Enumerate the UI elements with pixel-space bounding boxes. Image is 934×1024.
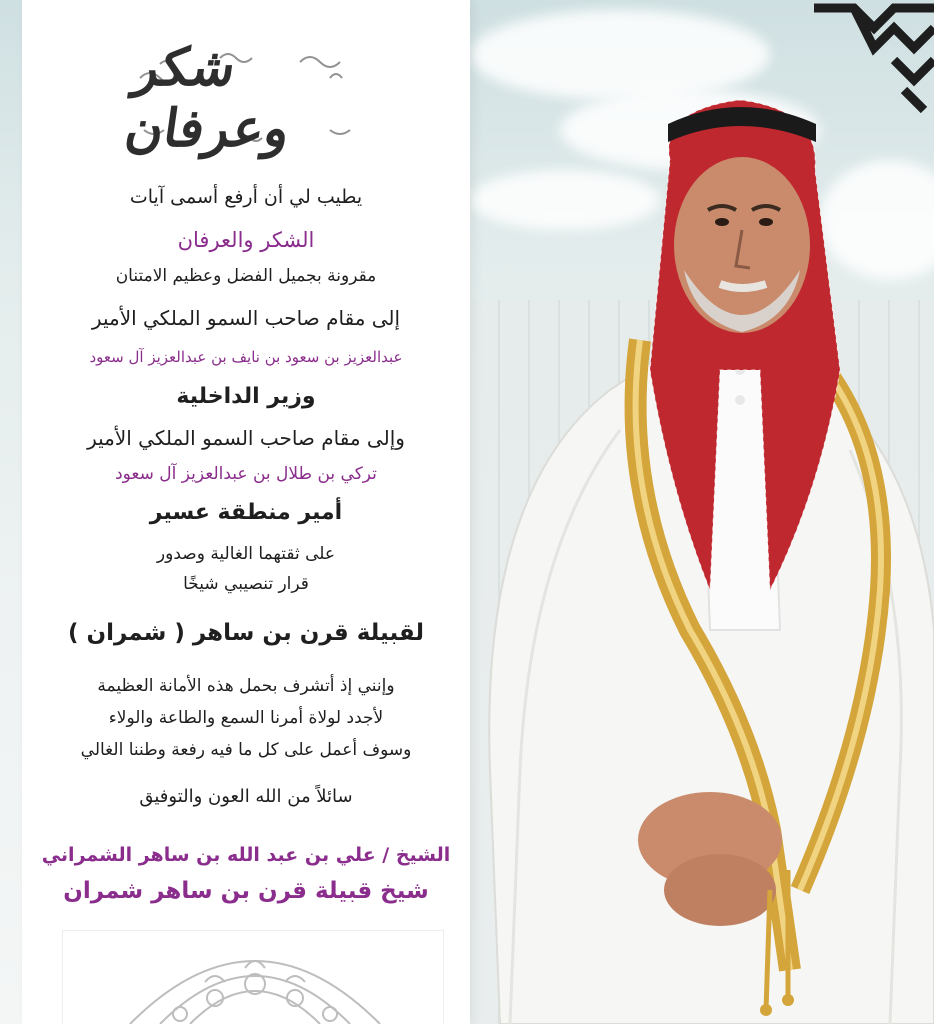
message-highlight: الشكر والعرفان	[177, 228, 315, 252]
message-line: وإلى مقام صاحب السمو الملكي الأمير	[87, 426, 405, 450]
message-line: وإنني إذ أتشرف بحمل هذه الأمانة العظيمة	[97, 676, 395, 696]
message-line: على ثقتهما الغالية وصدور	[156, 544, 336, 564]
message-line: وسوف أعمل على كل ما فيه رفعة وطننا الغالي	[80, 740, 412, 760]
message-line: يطيب لي أن أرفع أسمى آيات	[129, 186, 363, 208]
message-line: سائلاً من الله العون والتوفيق	[139, 786, 353, 807]
tribe-name: لقبيلة قرن بن ساهر ( شمران )	[67, 620, 425, 646]
message-line: لأجدد لولاة أمرنا السمع والطاعة والولاء	[108, 708, 384, 728]
message-line: مقرونة بجميل الفضل وعظيم الامتنان	[115, 266, 377, 286]
prince-name: تركي بن طلال بن عبدالعزيز آل سعود	[115, 464, 377, 484]
signature-name: الشيخ / علي بن عبد الله بن ساهر الشمراني	[41, 844, 451, 866]
message-block	[22, 0, 470, 1024]
prince-title: وزير الداخلية	[176, 384, 316, 409]
sheikh-portrait	[470, 70, 934, 1024]
floral-ornament-icon	[120, 938, 390, 1024]
prince-title: أمير منطقة عسير	[149, 500, 343, 525]
signature-role: شيخ قبيلة قرن بن ساهر شمران	[63, 878, 429, 904]
message-line: قرار تنصيبي شيخًا	[183, 574, 309, 594]
message-line: إلى مقام صاحب السمو الملكي الأمير	[91, 306, 401, 330]
prince-name: عبدالعزيز بن سعود بن نايف بن عبدالعزيز آل سعود	[89, 348, 403, 366]
page-title: شكر وعرفان	[121, 37, 294, 159]
